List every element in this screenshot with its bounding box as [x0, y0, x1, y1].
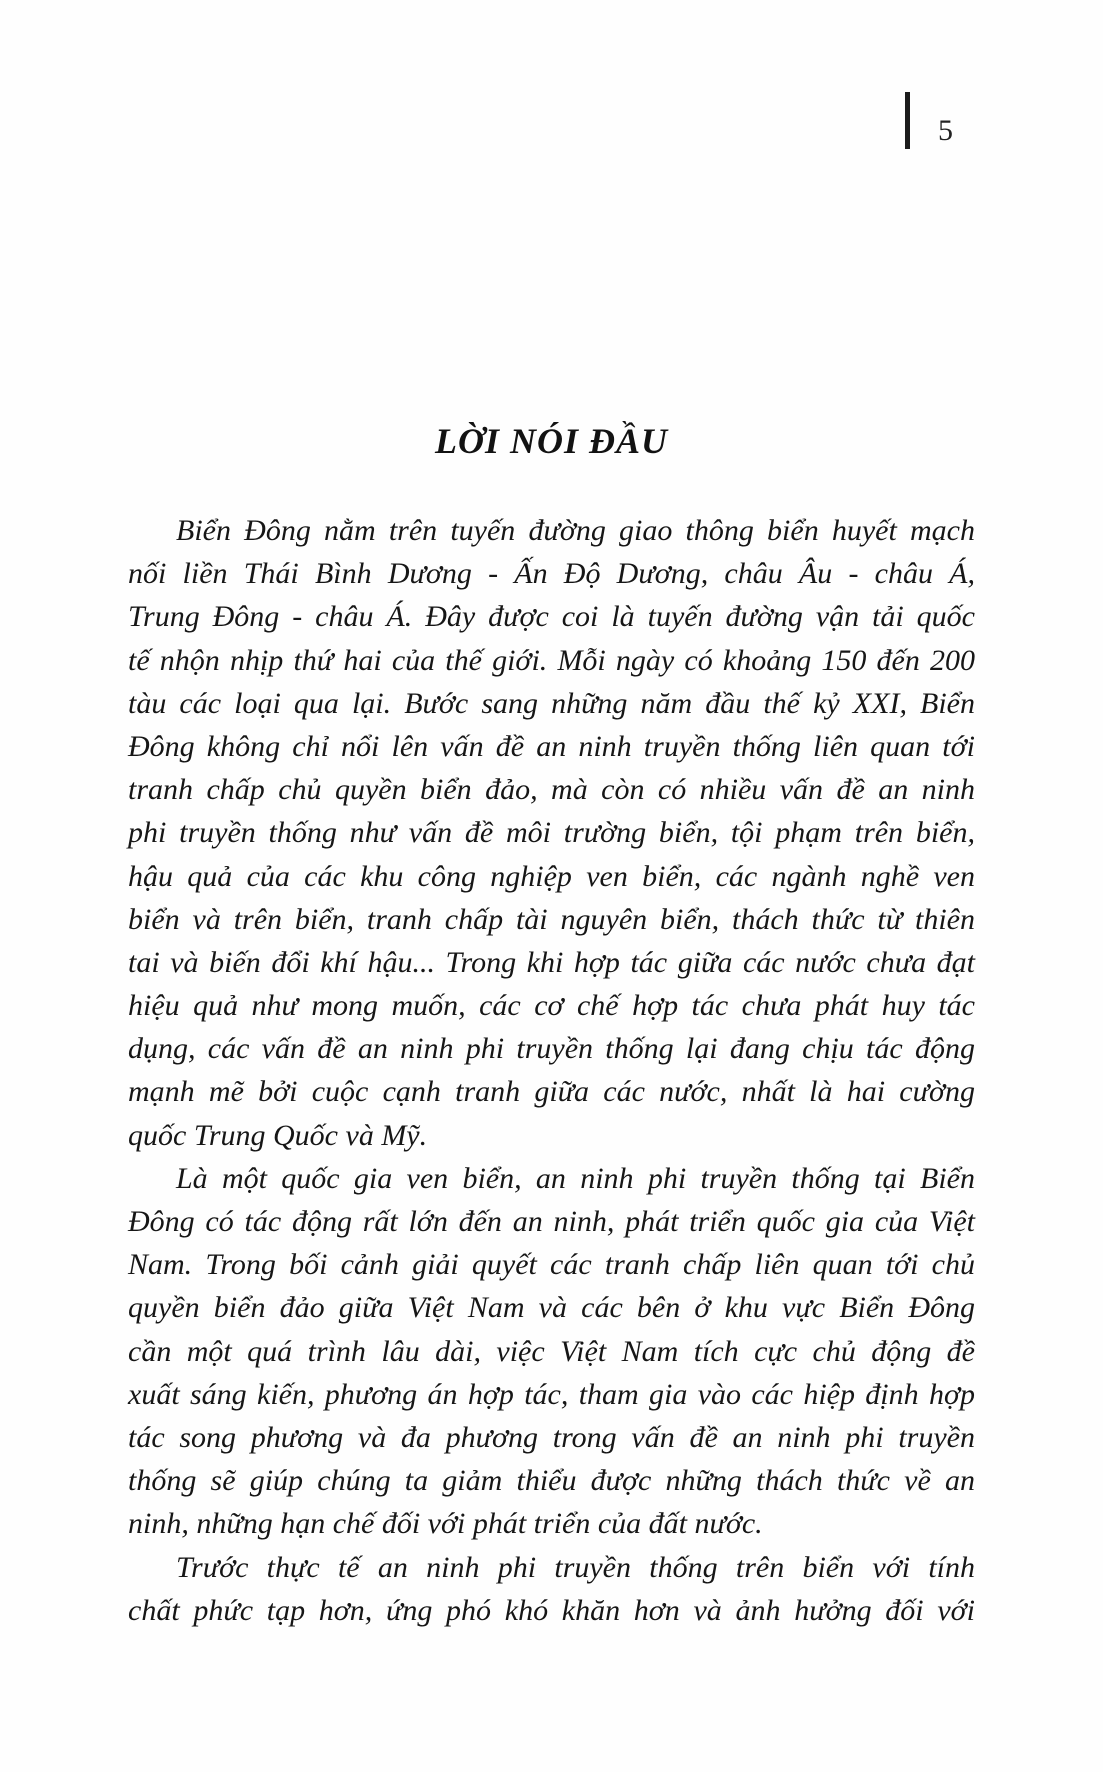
text-line: cần một quá trình lâu dài, việc Việt Nam tích cực chủ động đề — [128, 1334, 975, 1368]
text-line: mạnh mẽ bởi cuộc cạnh tranh giữa các nước, nhất là hai cường — [128, 1075, 975, 1109]
text-line: Nam. Trong bối cảnh giải quyết các tranh chấp liên quan tới chủ — [128, 1248, 975, 1282]
paragraph — [128, 1157, 975, 1546]
text-line: hậu quả của các khu công nghiệp ven biển, các ngành nghề ven — [128, 859, 975, 893]
page-number: 5 — [938, 114, 954, 147]
body-text — [128, 509, 975, 1632]
text-line: Trung Đông - châu Á. Đây được coi là tuyến đường vận tải quốc — [128, 600, 975, 634]
text-line: nối liền Thái Bình Dương - Ấn Độ Dương, châu Âu - châu Á, — [128, 557, 975, 591]
text-line: Biển Đông nằm trên tuyến đường giao thông biển huyết mạch — [176, 514, 975, 547]
text-line: Là một quốc gia ven biển, an ninh phi truyền thống tại Biển — [176, 1161, 975, 1195]
text-line: Đông có tác động rất lớn đến an ninh, phát triển quốc gia của Việt — [128, 1205, 975, 1238]
text-line: Trước thực tế an ninh phi truyền thống trên biển với tính — [176, 1550, 975, 1584]
text-line: tai và biến đổi khí hậu... Trong khi hợp tác giữa các nước chưa đạt — [128, 945, 975, 979]
text-line: tế nhộn nhịp thứ hai của thế giới. Mỗi ngày có khoảng 150 đến 200 — [128, 643, 975, 677]
paragraph — [128, 1546, 975, 1632]
text-line: thống sẽ giúp chúng ta giảm thiểu được những thách thức về an — [128, 1464, 975, 1498]
text-line: phi truyền thống như vấn đề môi trường biển, tội phạm trên biển, — [128, 816, 975, 850]
text-line: ninh, những hạn chế đối với phát triển của đất nước. — [128, 1507, 763, 1541]
text-line: quốc Trung Quốc và Mỹ. — [128, 1118, 428, 1152]
text-line: dụng, các vấn đề an ninh phi truyền thống lại đang chịu tác động — [128, 1032, 975, 1066]
text-line: tranh chấp chủ quyền biển đảo, mà còn có nhiều vấn đề an ninh — [128, 773, 975, 807]
text-line: tác song phương và đa phương trong vấn đề an ninh phi truyền — [128, 1420, 975, 1454]
text-line: Đông không chỉ nổi lên vấn đề an ninh truyền thống liên quan tới — [128, 729, 975, 763]
text-line: hiệu quả như mong muốn, các cơ chế hợp tác chưa phát huy tác — [128, 989, 975, 1023]
page-title: LỜI NÓI ĐẦU — [434, 421, 668, 462]
text-line: xuất sáng kiến, phương án hợp tác, tham gia vào các hiệp định hợp — [128, 1377, 975, 1411]
page-header-rule — [905, 92, 910, 149]
text-line: quyền biển đảo giữa Việt Nam và các bên ở khu vực Biển Đông — [128, 1291, 975, 1325]
text-line: chất phức tạp hơn, ứng phó khó khăn hơn và ảnh hưởng đối với — [128, 1593, 975, 1627]
paragraph — [128, 509, 975, 1157]
text-line: biển và trên biển, tranh chấp tài nguyên biển, thách thức từ thiên — [128, 902, 975, 936]
text-line: tàu các loại qua lại. Bước sang những năm đầu thế kỷ XXI, Biển — [128, 686, 975, 720]
